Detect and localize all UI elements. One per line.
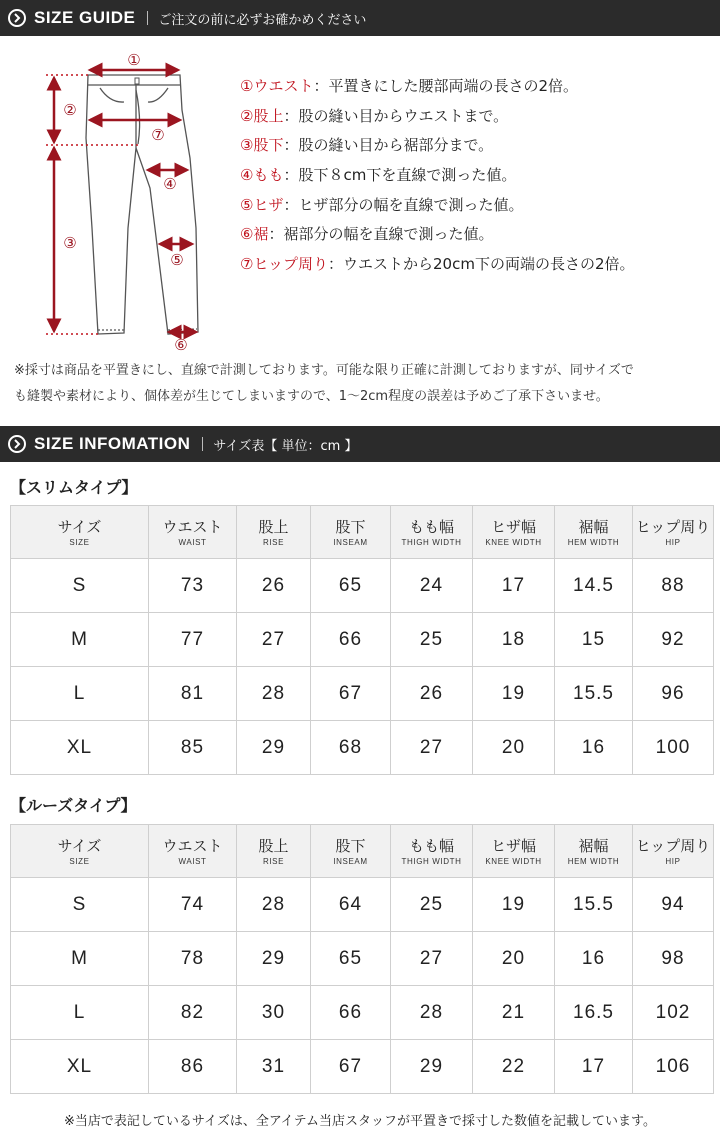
table-cell: 15.5 (555, 667, 633, 721)
table-row (11, 878, 714, 932)
table-cell: 27 (391, 932, 473, 986)
table-cell: 66 (311, 613, 391, 667)
legend-item: ③股下：股の縫い目から裾部分まで。 (240, 136, 494, 155)
column-header-ja: 裾幅 (578, 517, 609, 536)
table-cell: 67 (311, 667, 391, 721)
column-header-ja: ヒップ周り (635, 836, 711, 855)
table-cell: 66 (311, 986, 391, 1040)
size-guide-subtitle: ご注文の前に必ずお確かめください (158, 12, 367, 28)
table-cell: 19 (473, 878, 555, 932)
note-line-1: ※採寸は商品を平置きにし、直線で計測しております。可能な限り正確に計測しておりますが、同サイズで (14, 363, 634, 378)
table-cell: 65 (311, 932, 391, 986)
column-header-en: SIZE (69, 856, 90, 866)
column-header-en: HIP (665, 537, 681, 547)
column-header-en: HEM WIDTH (567, 537, 620, 547)
table-cell: 98 (633, 932, 714, 986)
table-cell: 88 (633, 559, 714, 613)
column-header (237, 506, 311, 559)
header-divider (202, 437, 203, 451)
table-cell: 106 (633, 1040, 714, 1094)
diagram-label-6: ⑥ (174, 336, 188, 353)
diagram-label-3: ③ (63, 234, 77, 252)
column-header-ja: ウエスト (162, 836, 223, 855)
column-header (633, 825, 714, 878)
table-header-row (11, 825, 714, 878)
note-line-2: も縫製や素材により、個体差が生じてしまいますので、1～2cm程度の誤差は予めご了承下さいませ。 (14, 389, 609, 404)
slim-size-table (10, 505, 714, 775)
table-cell: 20 (473, 932, 555, 986)
table-cell: 15 (555, 613, 633, 667)
column-header-en: WAIST (178, 537, 207, 547)
table-cell: 16 (555, 932, 633, 986)
column-header-en: SIZE (69, 537, 90, 547)
diagram-label-1: ① (127, 51, 141, 69)
table-cell: 74 (149, 878, 237, 932)
table-cell: 28 (237, 667, 311, 721)
size-info-header (0, 426, 720, 462)
table-cell: 16 (555, 721, 633, 775)
legend-item: ⑤ヒザ：ヒザ部分の幅を直線で測った値。 (240, 195, 524, 214)
column-header (149, 825, 237, 878)
table-cell: 65 (311, 559, 391, 613)
size-info-title: SIZE INFOMATION (34, 434, 191, 453)
column-header-ja: サイズ (57, 517, 102, 536)
table-cell: 81 (149, 667, 237, 721)
table-cell: 18 (473, 613, 555, 667)
table-cell: 30 (237, 986, 311, 1040)
table-cell: S (11, 878, 149, 932)
column-header-en: RISE (262, 537, 285, 547)
measurement-note (14, 358, 714, 410)
legend-item: ①ウエスト：平置きにした腰部両端の長さの2倍。 (240, 77, 579, 95)
column-header-en: HEM WIDTH (567, 856, 620, 866)
column-header (391, 825, 473, 878)
column-header (311, 506, 391, 559)
table-cell: 25 (391, 878, 473, 932)
legend-item: ⑦ヒップ周り：ウエストから20cm下の両端の長さの2倍。 (240, 255, 635, 274)
chevron-right-icon (8, 435, 26, 453)
table-cell: 26 (237, 559, 311, 613)
column-header-en: KNEE WIDTH (485, 856, 542, 866)
table-cell: XL (11, 721, 149, 775)
table-cell: 31 (237, 1040, 311, 1094)
table-cell: 25 (391, 613, 473, 667)
pants-measurement-diagram (40, 48, 210, 353)
table-cell: L (11, 986, 149, 1040)
column-header-en: THIGH WIDTH (401, 537, 462, 547)
column-header (473, 506, 555, 559)
table-cell: 96 (633, 667, 714, 721)
table-row (11, 932, 714, 986)
table-cell: 29 (237, 932, 311, 986)
column-header (473, 825, 555, 878)
table-cell: 29 (391, 1040, 473, 1094)
table-cell: XL (11, 1040, 149, 1094)
table-row (11, 613, 714, 667)
table-cell: 14.5 (555, 559, 633, 613)
table-cell: 100 (633, 721, 714, 775)
size-guide-header (0, 0, 720, 36)
column-header (391, 506, 473, 559)
table-cell: 16.5 (555, 986, 633, 1040)
column-header (555, 825, 633, 878)
column-header-en: HIP (665, 856, 681, 866)
table-cell: 102 (633, 986, 714, 1040)
footer-note: ※当店で表記しているサイズは、全アイテム当店スタッフが平置きで採寸した数値を記載しています。 (64, 1114, 656, 1129)
diagram-label-5: ⑤ (170, 251, 184, 269)
table-cell: L (11, 667, 149, 721)
table-cell: 17 (473, 559, 555, 613)
column-header-ja: もも幅 (408, 836, 454, 855)
column-header-ja: 股上 (258, 517, 289, 536)
table-cell: 92 (633, 613, 714, 667)
measurement-legend (240, 72, 635, 280)
legend-item: ④もも：股下８cm下を直線で測った値。 (240, 166, 517, 185)
column-header-ja: 股上 (258, 836, 289, 855)
column-header (633, 506, 714, 559)
table-cell: 24 (391, 559, 473, 613)
column-header-ja: ヒザ幅 (490, 517, 536, 536)
table-header-row (11, 506, 714, 559)
table-cell: M (11, 932, 149, 986)
column-header (555, 506, 633, 559)
column-header-en: INSEAM (333, 856, 368, 866)
column-header-en: KNEE WIDTH (485, 537, 542, 547)
table-cell: 28 (391, 986, 473, 1040)
loose-type-title: 【ルーズタイプ】 (10, 796, 137, 815)
column-header-ja: 股下 (335, 517, 366, 536)
column-header-en: RISE (262, 856, 285, 866)
slim-type-title: 【スリムタイプ】 (10, 478, 138, 497)
loose-size-table (10, 824, 714, 1094)
table-cell: 94 (633, 878, 714, 932)
table-cell: 86 (149, 1040, 237, 1094)
column-header-ja: ウエスト (162, 517, 223, 536)
table-cell: 21 (473, 986, 555, 1040)
table-cell: 68 (311, 721, 391, 775)
table-cell: 77 (149, 613, 237, 667)
size-guide-title: SIZE GUIDE (34, 8, 136, 27)
size-info-subtitle: サイズ表【 単位：cm 】 (213, 438, 358, 454)
column-header-ja: ヒザ幅 (490, 836, 536, 855)
header-divider (147, 11, 148, 25)
column-header (11, 825, 149, 878)
table-cell: 27 (391, 721, 473, 775)
column-header-ja: ヒップ周り (635, 517, 711, 536)
column-header-en: THIGH WIDTH (401, 856, 462, 866)
table-cell: 67 (311, 1040, 391, 1094)
diagram-label-4: ④ (163, 175, 177, 193)
column-header-en: INSEAM (333, 537, 368, 547)
table-cell: 15.5 (555, 878, 633, 932)
legend-item: ⑥裾：裾部分の幅を直線で測った値。 (240, 225, 494, 244)
table-row (11, 986, 714, 1040)
column-header-ja: 裾幅 (578, 836, 609, 855)
column-header-ja: もも幅 (408, 517, 454, 536)
table-cell: M (11, 613, 149, 667)
table-cell: S (11, 559, 149, 613)
column-header (11, 506, 149, 559)
table-cell: 85 (149, 721, 237, 775)
table-cell: 27 (237, 613, 311, 667)
table-row (11, 1040, 714, 1094)
column-header-ja: 股下 (335, 836, 366, 855)
table-cell: 22 (473, 1040, 555, 1094)
table-cell: 82 (149, 986, 237, 1040)
column-header-ja: サイズ (57, 836, 102, 855)
column-header-en: WAIST (178, 856, 207, 866)
table-row (11, 667, 714, 721)
column-header (149, 506, 237, 559)
table-cell: 64 (311, 878, 391, 932)
table-row (11, 721, 714, 775)
table-cell: 19 (473, 667, 555, 721)
table-cell: 28 (237, 878, 311, 932)
column-header (237, 825, 311, 878)
table-cell: 20 (473, 721, 555, 775)
chevron-right-icon (8, 9, 26, 27)
legend-item: ②股上：股の縫い目からウエストまで。 (240, 106, 509, 125)
column-header (311, 825, 391, 878)
table-cell: 17 (555, 1040, 633, 1094)
table-cell: 78 (149, 932, 237, 986)
table-row (11, 559, 714, 613)
table-cell: 26 (391, 667, 473, 721)
diagram-label-2: ② (63, 101, 77, 119)
diagram-label-7: ⑦ (151, 126, 165, 144)
table-cell: 29 (237, 721, 311, 775)
table-cell: 73 (149, 559, 237, 613)
